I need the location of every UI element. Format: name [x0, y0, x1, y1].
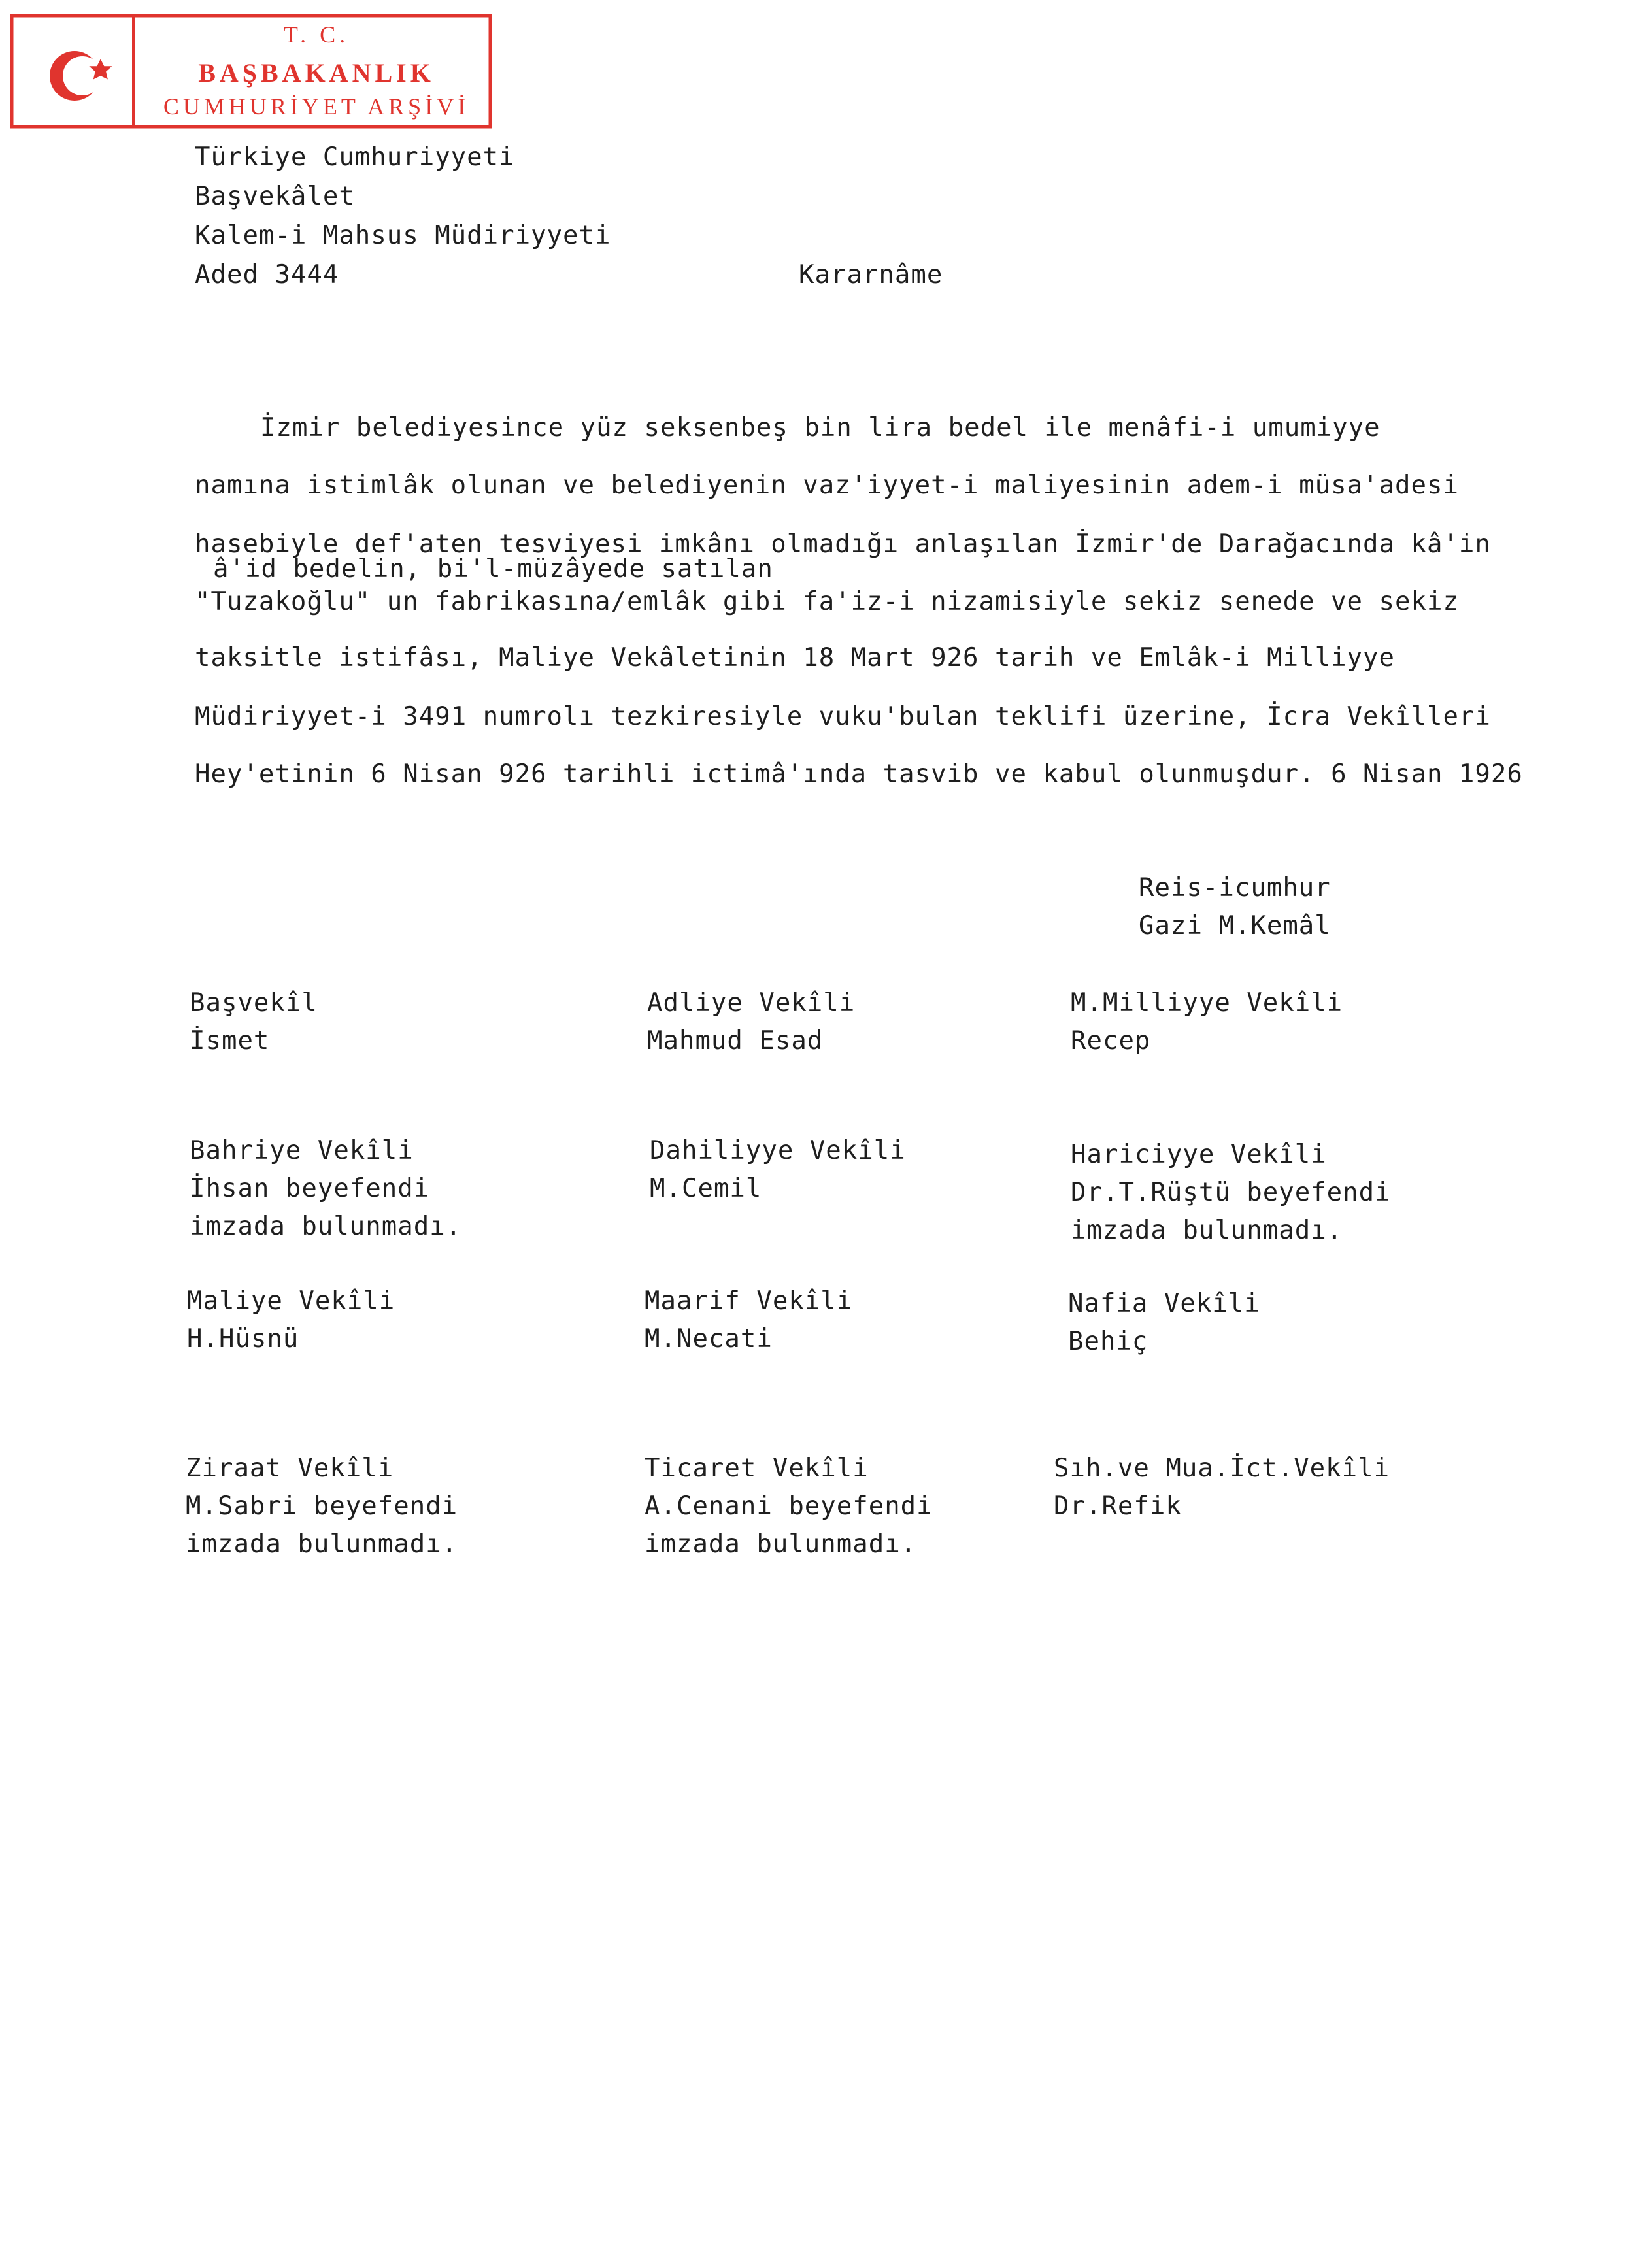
body-line-1: İzmir belediyesince yüz seksenbeş bin lira bedel ile menâfi-i umumiyye: [260, 413, 1381, 442]
signature-title: Dahiliyye Vekîli: [650, 1136, 906, 1165]
signature-note: imzada bulunmadı.: [190, 1212, 462, 1241]
signature-title: Ticaret Vekîli: [645, 1454, 869, 1483]
signature-block: [190, 984, 318, 1060]
signature-name: H.Hüsnü: [187, 1324, 299, 1354]
signature-note: imzada bulunmadı.: [1071, 1216, 1343, 1245]
crescent-star-icon: [50, 51, 112, 101]
body-line-3: hasebiyle def'aten tesviyesi imkânı olmadığı anlaşılan İzmir'de Darağacında kâ'in: [195, 529, 1491, 559]
signature-title: Ziraat Vekîli: [186, 1454, 394, 1483]
signature-block: [1068, 1285, 1260, 1361]
signature-block: [190, 1132, 461, 1246]
signature-title: M.Milliyye Vekîli: [1071, 988, 1343, 1018]
signature-block: [1071, 1136, 1391, 1250]
body-line-4: "Tuzakoğlu" un fabrikasına/emlâk gibi fa'iz-i nizamisiyle sekiz senede ve sekiz: [195, 587, 1459, 616]
stamp-line-tc: T. C.: [283, 22, 350, 48]
signature-title: Bahriye Vekîli: [190, 1136, 414, 1165]
body-line-6: Müdiriyyet-i 3491 numrolı tezkiresiyle vuku'bulan teklifi üzerine, İcra Vekîlleri: [195, 702, 1491, 731]
president-name: Gazi M.Kemâl: [1139, 911, 1331, 941]
body-line-2: namına istimlâk olunan ve belediyenin vaz'iyyet-i maliyesinin adem-i müsa'adesi: [195, 471, 1459, 500]
signature-name: A.Cenani beyefendi: [645, 1492, 933, 1521]
signature-name: M.Cemil: [650, 1174, 762, 1203]
signature-title: Sıh.ve Mua.İct.Vekîli: [1054, 1454, 1390, 1483]
signature-name: Behiç: [1068, 1327, 1148, 1356]
body-line-7: Hey'etinin 6 Nisan 926 tarihli ictimâ'ında tasvib ve kabul olunmuşdur. 6 Nisan 1926: [195, 759, 1523, 789]
signature-note: imzada bulunmadı.: [645, 1529, 917, 1559]
header-line-1: Türkiye Cumhuriyyeti: [195, 142, 515, 172]
signature-block: [186, 1450, 458, 1563]
signature-block: [647, 984, 855, 1060]
signature-title: Maarif Vekîli: [645, 1286, 853, 1316]
header-line-3: Kalem-i Mahsus Müdiriyyeti: [195, 221, 611, 250]
body-insertion: â'id bedelin, bi'l-müzâyede satılan: [213, 554, 773, 584]
president-block: [1139, 869, 1331, 945]
signature-block: [645, 1450, 933, 1563]
signature-block: [1071, 984, 1343, 1060]
signature-title: Adliye Vekîli: [647, 988, 856, 1018]
signature-title: Nafia Vekîli: [1068, 1289, 1260, 1318]
stamp-line-archive: CUMHURİYET ARŞİVİ: [163, 93, 470, 120]
signature-block: [645, 1282, 852, 1358]
archive-stamp: [9, 12, 493, 135]
document-type: Kararnâme: [799, 260, 943, 290]
signature-name: İhsan beyefendi: [190, 1174, 430, 1203]
signature-title: Hariciyye Vekîli: [1071, 1140, 1327, 1169]
signature-title: Başvekîl: [190, 988, 318, 1018]
signature-name: Recep: [1071, 1026, 1151, 1056]
signature-note: imzada bulunmadı.: [186, 1529, 458, 1559]
president-title: Reis-icumhur: [1139, 873, 1331, 903]
header-line-2: Başvekâlet: [195, 182, 355, 211]
signature-title: Maliye Vekîli: [187, 1286, 395, 1316]
stamp-line-basbakanlik: BAŞBAKANLIK: [198, 58, 435, 88]
signature-block: [187, 1282, 395, 1358]
signature-name: M.Necati: [645, 1324, 773, 1354]
signature-name: Dr.T.Rüştü beyefendi: [1071, 1178, 1391, 1207]
signature-name: Dr.Refik: [1054, 1492, 1182, 1521]
signature-name: İsmet: [190, 1026, 270, 1056]
signature-name: Mahmud Esad: [647, 1026, 824, 1056]
signature-block: [1054, 1450, 1390, 1526]
document-number: Aded 3444: [195, 260, 339, 290]
signature-block: [650, 1132, 906, 1208]
signature-name: M.Sabri beyefendi: [186, 1492, 458, 1521]
body-line-5: taksitle istifâsı, Maliye Vekâletinin 18 Mart 926 tarih ve Emlâk-i Milliyye: [195, 643, 1395, 673]
